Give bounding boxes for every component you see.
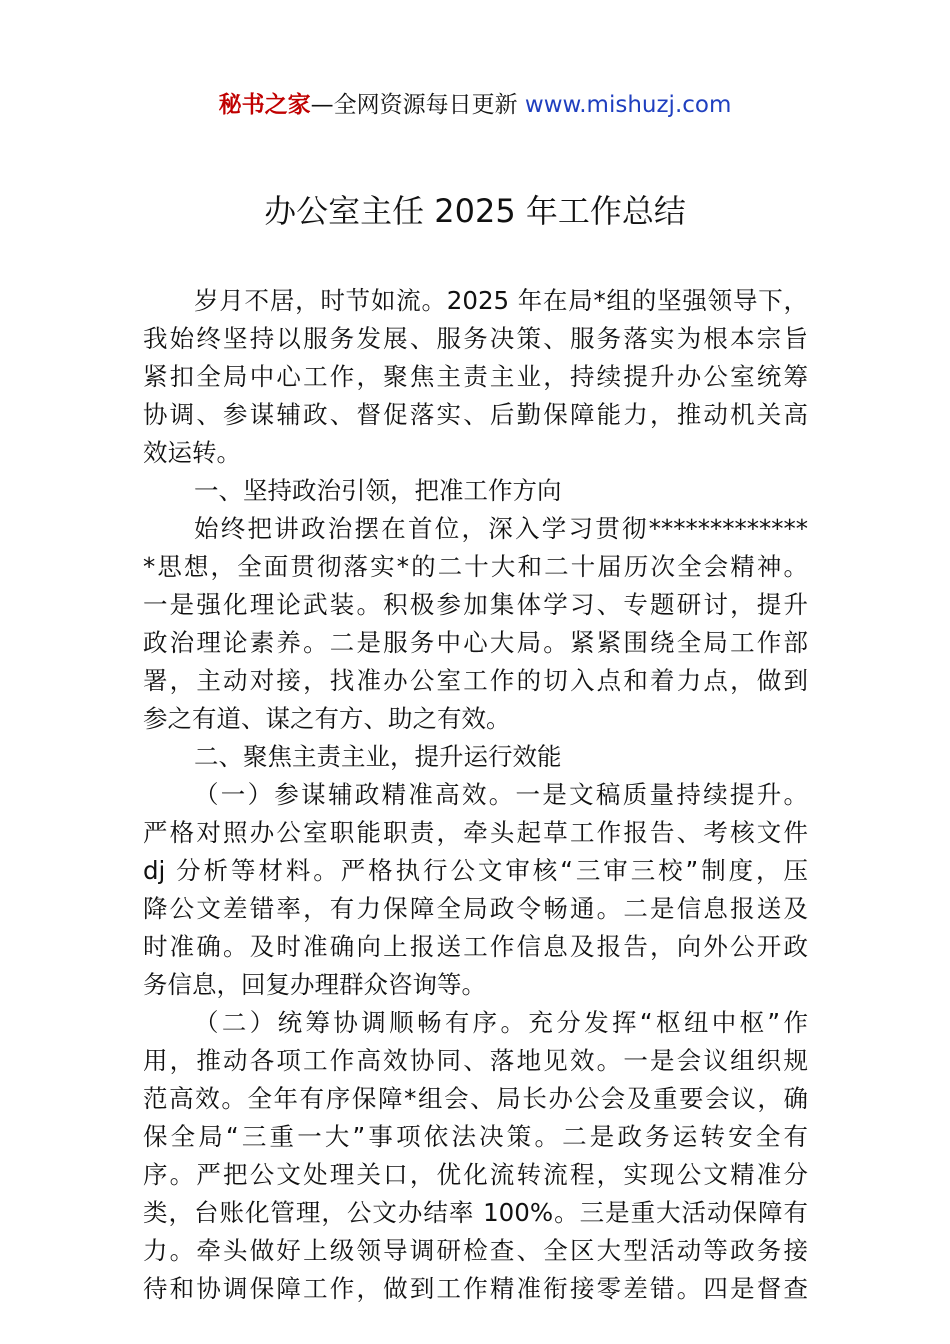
- paragraph-line: 待和协调保障工作，做到工作精准衔接零差错。四是督查: [143, 1274, 808, 1303]
- paragraph-line: 时准确。及时准确向上报送工作信息及报告，向外公开政: [143, 932, 808, 961]
- paragraph-line: （一）参谋辅政精准高效。一是文稿质量持续提升。: [194, 780, 808, 809]
- paragraph-line: 务信息，回复办理群众咨询等。: [143, 970, 486, 999]
- paragraph-line: 政治理论素养。二是服务中心大局。紧紧围绕全局工作部: [143, 628, 808, 657]
- paragraph-line: 严格对照办公室职能职责，牵头起草工作报告、考核文件: [143, 818, 808, 847]
- document-title: 办公室主任 2025 年工作总结: [264, 192, 686, 230]
- site-banner: [0, 88, 950, 122]
- paragraph-line: 效运转。: [143, 438, 241, 467]
- paragraph-line: 参之有道、谋之有方、助之有效。: [143, 704, 511, 733]
- paragraph-line: 署，主动对接，找准办公室工作的切入点和着力点，做到: [143, 666, 808, 695]
- paragraph-line: 力。牵头做好上级领导调研检查、全区大型活动等政务接: [143, 1236, 808, 1265]
- paragraph-line: 岁月不居，时节如流。2025 年在局*组的坚强领导下，: [194, 286, 808, 315]
- banner-tagline: —全网资源每日更新: [310, 92, 525, 118]
- section-heading: 二、聚焦主责主业，提升运行效能: [194, 742, 562, 771]
- paragraph-line: 协调、参谋辅政、督促落实、后勤保障能力，推动机关高: [143, 400, 808, 429]
- paragraph-line: dj 分析等材料。严格执行公文审核“三审三校”制度，压: [143, 856, 808, 885]
- paragraph-line: 用，推动各项工作高效协同、落地见效。一是会议组织规: [143, 1046, 808, 1075]
- paragraph-line: 一是强化理论武装。积极参加集体学习、专题研讨，提升: [143, 590, 808, 619]
- paragraph-line: （二）统筹协调顺畅有序。充分发挥“枢纽中枢”作: [194, 1008, 808, 1037]
- paragraph-line: 降公文差错率，有力保障全局政令畅通。二是信息报送及: [143, 894, 808, 923]
- paragraph-line: 范高效。全年有序保障*组会、局长办公会及重要会议，确: [143, 1084, 808, 1113]
- paragraph-line: 我始终坚持以服务发展、服务决策、服务落实为根本宗旨: [143, 324, 808, 353]
- section-heading: 一、坚持政治引领，把准工作方向: [194, 476, 562, 505]
- paragraph-line: 紧扣全局中心工作，聚焦主责主业，持续提升办公室统筹: [143, 362, 808, 391]
- paragraph-line: 始终把讲政治摆在首位，深入学习贯彻*************: [194, 514, 808, 543]
- site-url-link[interactable]: www.mishuzj.com: [524, 92, 732, 118]
- brand-name: 秘书之家: [218, 92, 311, 118]
- paragraph-line: 保全局“三重一大”事项依法决策。二是政务运转安全有: [143, 1122, 808, 1151]
- paragraph-line: *思想，全面贯彻落实*的二十大和二十届历次全会精神。: [143, 552, 808, 581]
- paragraph-line: 序。严把公文处理关口，优化流转流程，实现公文精准分: [143, 1160, 808, 1189]
- paragraph-line: 类，台账化管理，公文办结率 100%。三是重大活动保障有: [143, 1198, 808, 1227]
